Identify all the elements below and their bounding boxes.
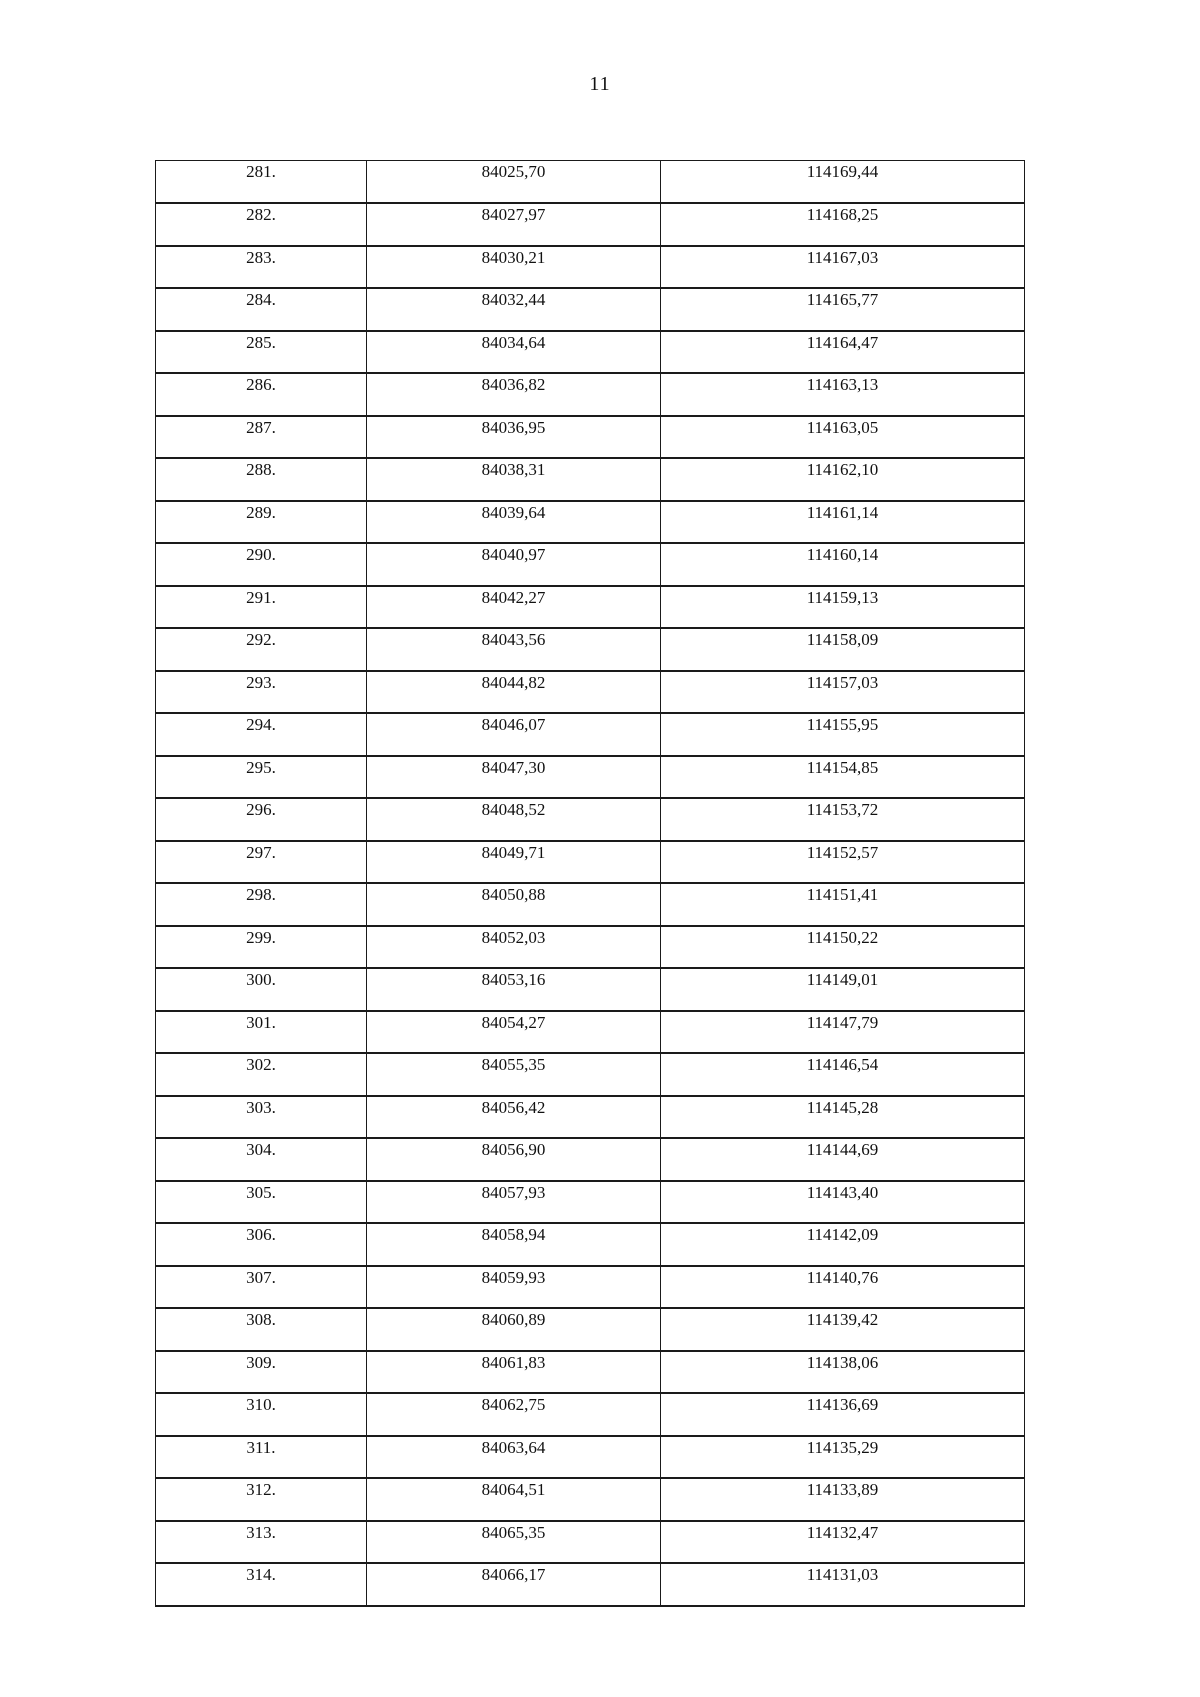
x-coordinate-cell: 84052,03: [367, 926, 661, 969]
y-coordinate-cell: 114139,42: [661, 1308, 1025, 1351]
point-number-cell: 298.: [156, 883, 367, 926]
point-number-cell: 314.: [156, 1563, 367, 1606]
point-number-cell: 286.: [156, 373, 367, 416]
x-coordinate-cell: 84030,21: [367, 246, 661, 289]
table-row: [156, 586, 1025, 629]
x-coordinate-cell: 84036,82: [367, 373, 661, 416]
table-row: [156, 1011, 1025, 1054]
y-coordinate-cell: 114138,06: [661, 1351, 1025, 1394]
table-row: [156, 331, 1025, 374]
table-row: [156, 416, 1025, 459]
y-coordinate-cell: 114151,41: [661, 883, 1025, 926]
point-number-cell: 284.: [156, 288, 367, 331]
point-number-cell: 310.: [156, 1393, 367, 1436]
point-number-cell: 292.: [156, 628, 367, 671]
table-row: [156, 1521, 1025, 1564]
x-coordinate-cell: 84061,83: [367, 1351, 661, 1394]
point-number-cell: 312.: [156, 1478, 367, 1521]
table-row: [156, 161, 1025, 204]
point-number-cell: 304.: [156, 1138, 367, 1181]
point-number-cell: 303.: [156, 1096, 367, 1139]
point-number-cell: 299.: [156, 926, 367, 969]
x-coordinate-cell: 84050,88: [367, 883, 661, 926]
y-coordinate-cell: 114154,85: [661, 756, 1025, 799]
table-row: [156, 203, 1025, 246]
table-row: [156, 628, 1025, 671]
point-number-cell: 289.: [156, 501, 367, 544]
x-coordinate-cell: 84066,17: [367, 1563, 661, 1606]
x-coordinate-cell: 84064,51: [367, 1478, 661, 1521]
x-coordinate-cell: 84046,07: [367, 713, 661, 756]
x-coordinate-cell: 84042,27: [367, 586, 661, 629]
table-row: [156, 798, 1025, 841]
x-coordinate-cell: 84057,93: [367, 1181, 661, 1224]
table-row: [156, 1053, 1025, 1096]
y-coordinate-cell: 114168,25: [661, 203, 1025, 246]
table-row: [156, 246, 1025, 289]
table-row: [156, 1351, 1025, 1394]
x-coordinate-cell: 84034,64: [367, 331, 661, 374]
y-coordinate-cell: 114142,09: [661, 1223, 1025, 1266]
point-number-cell: 305.: [156, 1181, 367, 1224]
point-number-cell: 294.: [156, 713, 367, 756]
point-number-cell: 290.: [156, 543, 367, 586]
table-row: [156, 373, 1025, 416]
y-coordinate-cell: 114159,13: [661, 586, 1025, 629]
x-coordinate-cell: 84047,30: [367, 756, 661, 799]
point-number-cell: 297.: [156, 841, 367, 884]
y-coordinate-cell: 114136,69: [661, 1393, 1025, 1436]
table-row: [156, 756, 1025, 799]
y-coordinate-cell: 114163,13: [661, 373, 1025, 416]
point-number-cell: 282.: [156, 203, 367, 246]
coordinates-table-body: [156, 161, 1025, 1606]
point-number-cell: 293.: [156, 671, 367, 714]
y-coordinate-cell: 114157,03: [661, 671, 1025, 714]
y-coordinate-cell: 114155,95: [661, 713, 1025, 756]
x-coordinate-cell: 84043,56: [367, 628, 661, 671]
x-coordinate-cell: 84053,16: [367, 968, 661, 1011]
y-coordinate-cell: 114167,03: [661, 246, 1025, 289]
y-coordinate-cell: 114163,05: [661, 416, 1025, 459]
x-coordinate-cell: 84062,75: [367, 1393, 661, 1436]
y-coordinate-cell: 114152,57: [661, 841, 1025, 884]
x-coordinate-cell: 84038,31: [367, 458, 661, 501]
table-row: [156, 883, 1025, 926]
y-coordinate-cell: 114145,28: [661, 1096, 1025, 1139]
y-coordinate-cell: 114140,76: [661, 1266, 1025, 1309]
y-coordinate-cell: 114146,54: [661, 1053, 1025, 1096]
table-row: [156, 968, 1025, 1011]
y-coordinate-cell: 114131,03: [661, 1563, 1025, 1606]
table-row: [156, 1138, 1025, 1181]
x-coordinate-cell: 84049,71: [367, 841, 661, 884]
y-coordinate-cell: 114161,14: [661, 501, 1025, 544]
x-coordinate-cell: 84056,90: [367, 1138, 661, 1181]
y-coordinate-cell: 114147,79: [661, 1011, 1025, 1054]
point-number-cell: 287.: [156, 416, 367, 459]
table-row: [156, 1096, 1025, 1139]
y-coordinate-cell: 114149,01: [661, 968, 1025, 1011]
table-row: [156, 671, 1025, 714]
page-number: 11: [589, 73, 611, 95]
y-coordinate-cell: 114150,22: [661, 926, 1025, 969]
table-row: [156, 501, 1025, 544]
x-coordinate-cell: 84054,27: [367, 1011, 661, 1054]
table-row: [156, 288, 1025, 331]
point-number-cell: 285.: [156, 331, 367, 374]
y-coordinate-cell: 114165,77: [661, 288, 1025, 331]
x-coordinate-cell: 84059,93: [367, 1266, 661, 1309]
point-number-cell: 302.: [156, 1053, 367, 1096]
x-coordinate-cell: 84027,97: [367, 203, 661, 246]
table-row: [156, 1266, 1025, 1309]
table-row: [156, 458, 1025, 501]
x-coordinate-cell: 84055,35: [367, 1053, 661, 1096]
table-row: [156, 1436, 1025, 1479]
point-number-cell: 308.: [156, 1308, 367, 1351]
x-coordinate-cell: 84048,52: [367, 798, 661, 841]
y-coordinate-cell: 114164,47: [661, 331, 1025, 374]
x-coordinate-cell: 84058,94: [367, 1223, 661, 1266]
y-coordinate-cell: 114169,44: [661, 161, 1025, 204]
x-coordinate-cell: 84039,64: [367, 501, 661, 544]
y-coordinate-cell: 114158,09: [661, 628, 1025, 671]
x-coordinate-cell: 84025,70: [367, 161, 661, 204]
table-row: [156, 713, 1025, 756]
y-coordinate-cell: 114135,29: [661, 1436, 1025, 1479]
x-coordinate-cell: 84060,89: [367, 1308, 661, 1351]
table-row: [156, 543, 1025, 586]
table-row: [156, 1478, 1025, 1521]
point-number-cell: 307.: [156, 1266, 367, 1309]
table-row: [156, 1181, 1025, 1224]
y-coordinate-cell: 114153,72: [661, 798, 1025, 841]
point-number-cell: 288.: [156, 458, 367, 501]
point-number-cell: 300.: [156, 968, 367, 1011]
y-coordinate-cell: 114144,69: [661, 1138, 1025, 1181]
x-coordinate-cell: 84044,82: [367, 671, 661, 714]
table-row: [156, 926, 1025, 969]
table-row: [156, 841, 1025, 884]
x-coordinate-cell: 84063,64: [367, 1436, 661, 1479]
point-number-cell: 291.: [156, 586, 367, 629]
y-coordinate-cell: 114133,89: [661, 1478, 1025, 1521]
x-coordinate-cell: 84056,42: [367, 1096, 661, 1139]
point-number-cell: 309.: [156, 1351, 367, 1394]
x-coordinate-cell: 84040,97: [367, 543, 661, 586]
y-coordinate-cell: 114143,40: [661, 1181, 1025, 1224]
table-row: [156, 1223, 1025, 1266]
coordinates-table: [155, 160, 1025, 1607]
point-number-cell: 296.: [156, 798, 367, 841]
y-coordinate-cell: 114132,47: [661, 1521, 1025, 1564]
point-number-cell: 311.: [156, 1436, 367, 1479]
point-number-cell: 301.: [156, 1011, 367, 1054]
point-number-cell: 283.: [156, 246, 367, 289]
table-row: [156, 1308, 1025, 1351]
y-coordinate-cell: 114162,10: [661, 458, 1025, 501]
point-number-cell: 306.: [156, 1223, 367, 1266]
point-number-cell: 295.: [156, 756, 367, 799]
y-coordinate-cell: 114160,14: [661, 543, 1025, 586]
x-coordinate-cell: 84032,44: [367, 288, 661, 331]
point-number-cell: 313.: [156, 1521, 367, 1564]
point-number-cell: 281.: [156, 161, 367, 204]
x-coordinate-cell: 84036,95: [367, 416, 661, 459]
x-coordinate-cell: 84065,35: [367, 1521, 661, 1564]
table-row: [156, 1563, 1025, 1606]
table-row: [156, 1393, 1025, 1436]
